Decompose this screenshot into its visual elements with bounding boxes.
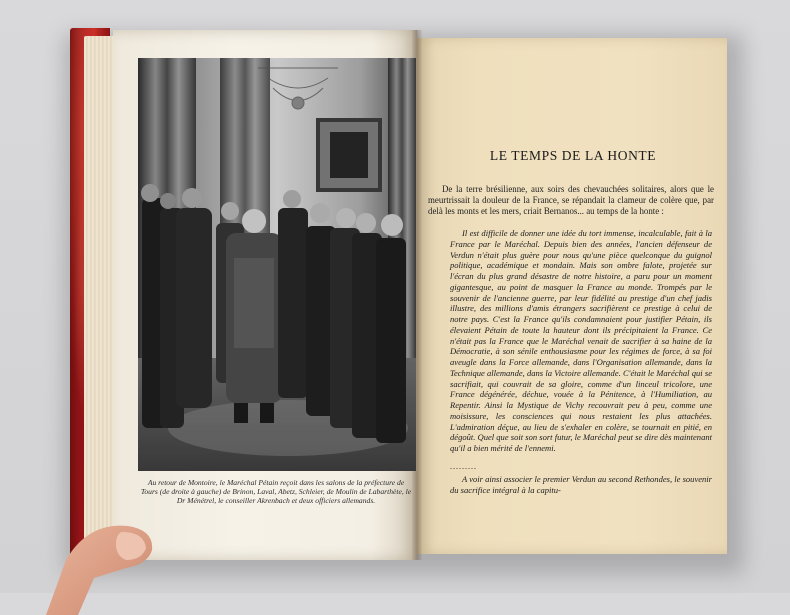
quotation-paragraph: Il est difficile de donner une idée du tort immense, incalculable, fait à la France par le Maréchal. Depuis bien des années, l'ancien défenseur de Verdun n'était plus guère pour nous qu'une pièce quelconque du guignol politique, académique et mondain. Mais son ombre falote, projetée sur l'écran du plus grand désastre de notre histoire, a paru pour un moment gigantesque, au point de masquer la France au monde. Trompés par le souvenir de l'ancienne guerre, par leur fidélité au prestige d'un chef jadis illustre, des millions d'amis étrangers sacrifièrent ce prestige à celui de notre pays. C'est la France qu'ils condamnaient pour justifier Pétain, ils élevaient Pétain de toute la hauteur dont ils précipitaient la France. Ce n'était pas la France que le Maréchal venait de sacrifier à sa haine de la Démocratie, à son sénile enthousiasme pour les régimes de force, à sa foi aveugle dans la Force allemande, dans l'Organisation allemande, dans la Technique allemande, dans la Victoire allemande. C'était le Maréchal qui se sacrifiait, qui couvrait de sa gloire, comme d'un linceul tricolore, une France dégénérée, déchue, vouée à la Pénitence, à l'Humiliation, au Repentir. Ainsi la Mystique de Vichy recouvrait peu à peu, comme une moisissure, les consciences qui nous restaient les plus attachées. L'admiration déçue, au lieu de s'exhaler en colère, se tournait en pitié, en dégoût. Quel que soit son sort futur, le Maréchal peut se dire dès maintenant qu'il a bien mérité de l'ennemi. [450, 228, 712, 453]
photo-caption: Au retour de Montoire, le Maréchal Pétain reçoit dans les salons de la préfecture de Tours (de droite à gauche) de Brinon, Laval, Abetz, Schleier, de Moulin de Labarthète, le Dr Ménétrel, le conseiller Akrenbach et deux officiers allemands. [140, 478, 412, 505]
photograph-illustration [138, 58, 416, 471]
chapter-title: LE TEMPS DE LA HONTE [489, 148, 657, 163]
ellipsis-line: ......... [450, 462, 477, 471]
historical-photograph [138, 58, 416, 471]
thumb-holding-book [36, 520, 166, 615]
intro-paragraph: De la terre brésilienne, aux soirs des chevauchées solitaires, alors que le meurtrissait la douleur de la France, se répandait la clameur de colère que, par delà les monts et les mers, criait Bernanos... au temps de la honte : [428, 184, 714, 216]
closing-paragraph: A voir ainsi associer le premier Verdun au second Rethondes, le souvenir du sacrifice intégral à la capitu- [450, 474, 712, 495]
